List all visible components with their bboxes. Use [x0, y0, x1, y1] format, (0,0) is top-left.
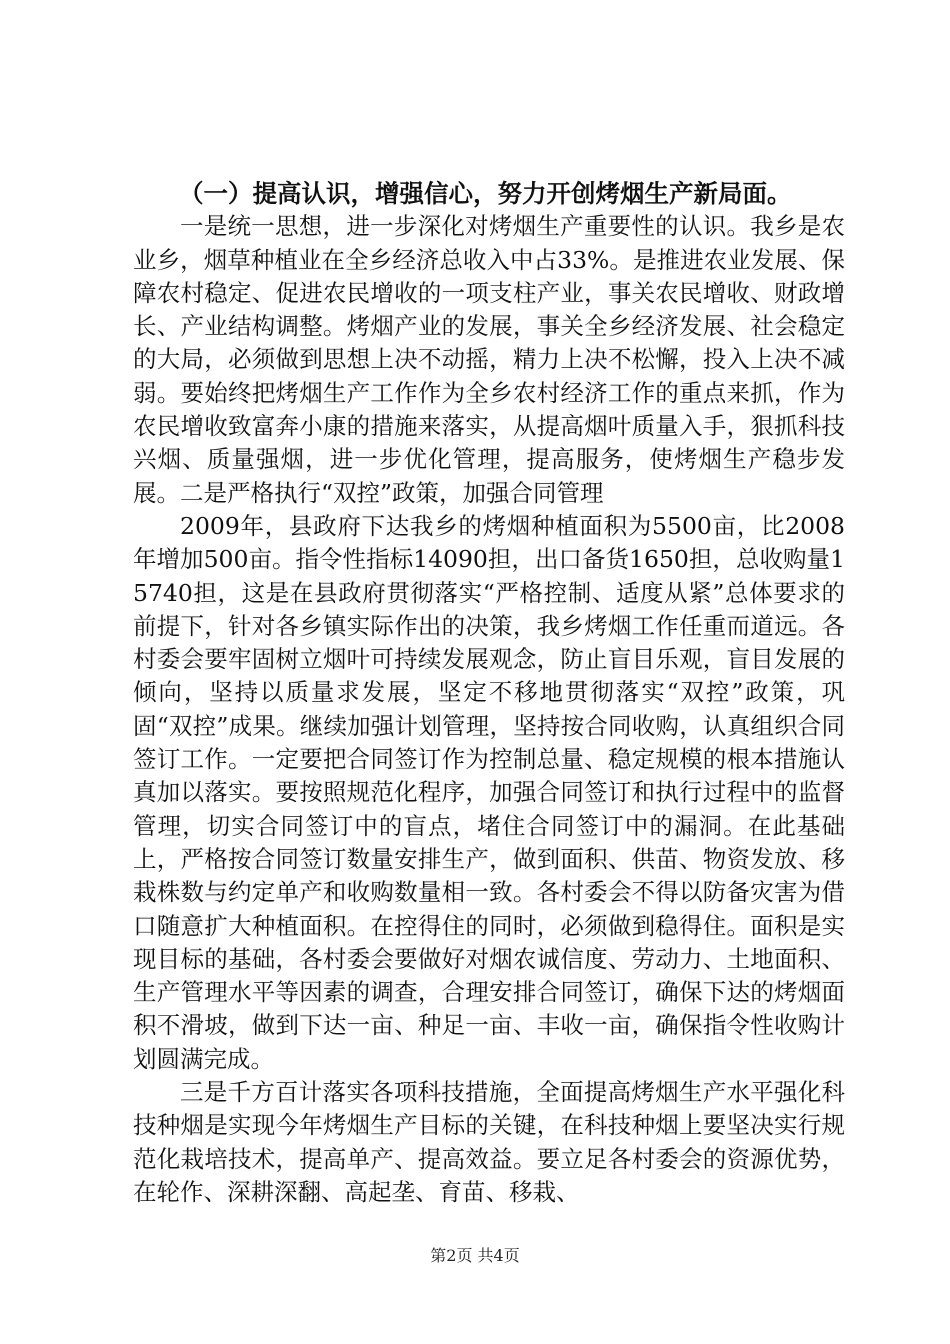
paragraph-3: 三是千方百计落实各项科技措施，全面提高烤烟生产水平强化科技种烟是实现今年烤烟生产目标的关键，在科技种烟上要坚决实行规范化栽培技术，提高单产、提高效益。要立足各村委会的资源优势，在轮作、深耕深翻、高起垄、育苗、移栽、	[133, 1078, 845, 1206]
paragraph-1: 一是统一思想，进一步深化对烤烟生产重要性的认识。我乡是农业乡，烟草种植业在全乡经济总收入中占33%。是推进农业发展、保障农村稳定、促进农民增收的一项支柱产业，事关农民增收、财政增长、产业结构调整。烤烟产业的发展，事关全乡经济发展、社会稳定的大局，必须做到思想上决不动摇，精力上决不松懈，投入上决不减弱。要始终把烤烟生产工作作为全乡农村经济工作的重点来抓，作为农民增收致富奔小康的措施来落实，从提高烟叶质量入手，狠抓科技兴烟、质量强烟，进一步优化管理，提高服务，使烤烟生产稳步发展。二是严格执行“双控”政策，加强合同管理	[133, 212, 845, 507]
section-heading: （一）提高认识，增强信心，努力开创烤烟生产新局面。	[179, 179, 792, 208]
document-body	[133, 177, 845, 1209]
page-footer: 第2页 共4页	[430, 1246, 520, 1265]
paragraph-2: 2009年，县政府下达我乡的烤烟种植面积为5500亩，比2008年增加500亩。指令性指标14090担，出口备货1650担，总收购量15740担，这是在县政府贯彻落实“严格控制、适度从紧”总体要求的前提下，针对各乡镇实际作出的决策，我乡烤烟工作任重而道远。各村委会要牢固树立烟叶可持续发展观念，防止盲目乐观，盲目发展的倾向，坚持以质量求发展，坚定不移地贯彻落实“双控”政策，巩固“双控”成果。继续加强计划管理，坚持按合同收购，认真组织合同签订工作。一定要把合同签订作为控制总量、稳定规模的根本措施认真加以落实。要按照规范化程序，加强合同签订和执行过程中的监督管理，切实合同签订中的盲点，堵住合同签订中的漏洞。在此基础上，严格按合同签订数量安排生产，做到面积、供苗、物资发放、移栽株数与约定单产和收购数量相一致。各村委会不得以防备灾害为借口随意扩大种植面积。在控得住的同时，必须做到稳得住。面积是实现目标的基础，各村委会要做好对烟农诚信度、劳动力、土地面积、生产管理水平等因素的调查，合理安排合同签订，确保下达的烤烟面积不滑坡，做到下达一亩、种足一亩、丰收一亩，确保指令性收购计划圆满完成。	[133, 511, 845, 1073]
